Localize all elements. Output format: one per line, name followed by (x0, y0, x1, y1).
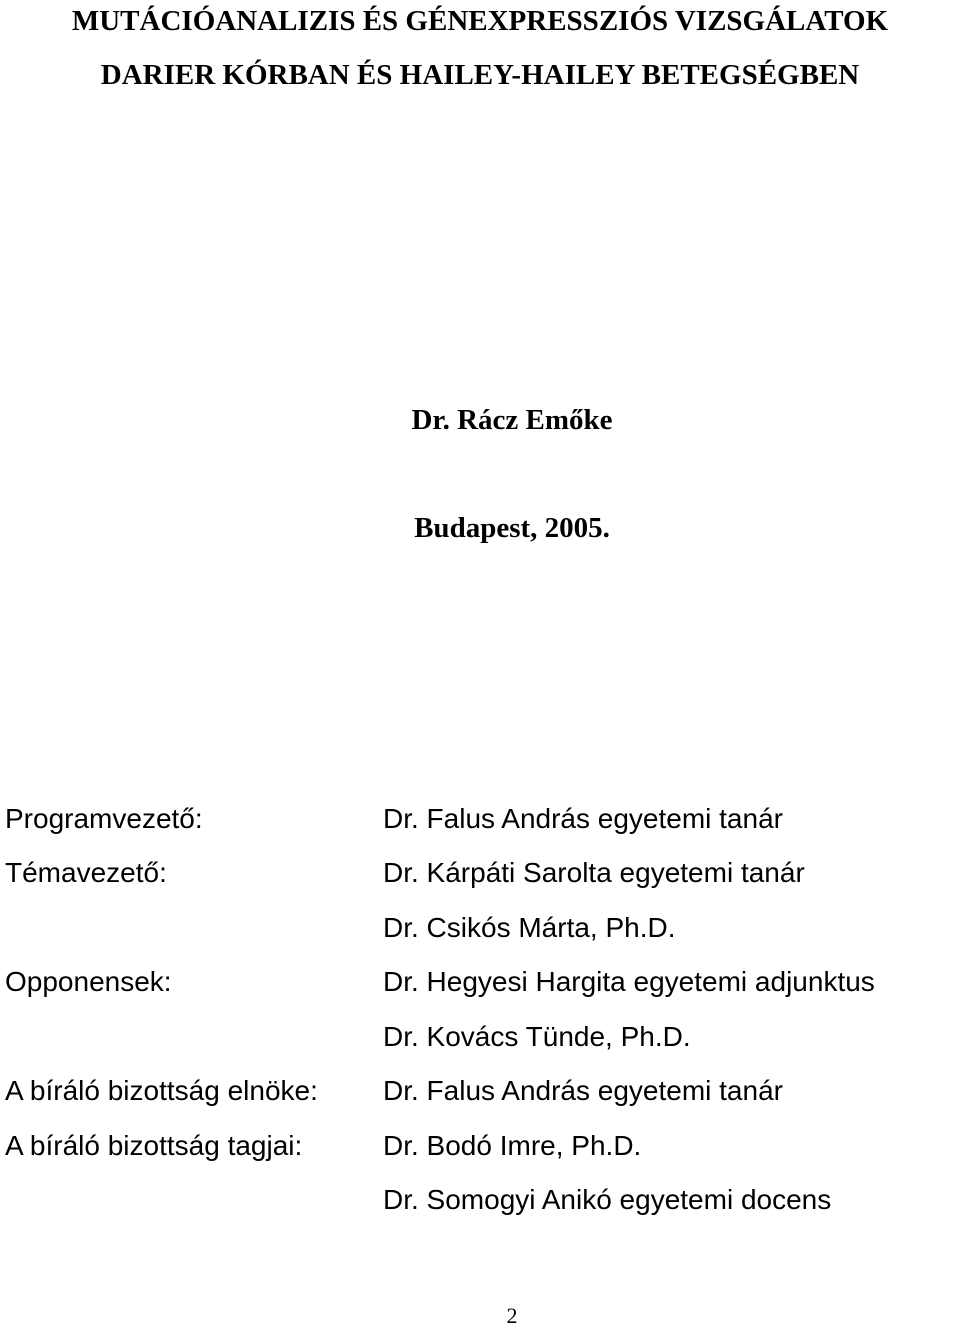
value-board-member-2: Dr. Somogyi Anikó egyetemi docens (383, 1184, 832, 1215)
value-opponent-1: Dr. Hegyesi Hargita egyetemi adjunktus (383, 966, 875, 997)
label-program-director: Programvezető: (5, 803, 203, 834)
page-number: 2 (506, 1303, 518, 1328)
value-program-director: Dr. Falus András egyetemi tanár (383, 803, 783, 834)
label-board-members: A bíráló bizottság tagjai: (5, 1130, 303, 1161)
place-and-date: Budapest, 2005. (414, 512, 610, 544)
author-name: Dr. Rácz Emőke (411, 404, 613, 436)
label-opponents: Opponensek: (5, 966, 172, 997)
document-title-line-2: DARIER KÓRBAN ÉS HAILEY-HAILEY BETEGSÉGBEN (100, 59, 860, 91)
value-board-chair: Dr. Falus András egyetemi tanár (383, 1075, 783, 1106)
value-supervisor-2: Dr. Csikós Márta, Ph.D. (383, 912, 676, 943)
document-title-line-1: MUTÁCIÓANALIZIS ÉS GÉNEXPRESSZIÓS VIZSGÁLATOK (71, 5, 889, 37)
label-board-chair: A bíráló bizottság elnöke: (5, 1075, 318, 1106)
value-opponent-2: Dr. Kovács Tünde, Ph.D. (383, 1021, 691, 1052)
label-supervisor: Témavezető: (5, 857, 167, 888)
value-board-member-1: Dr. Bodó Imre, Ph.D. (383, 1130, 642, 1161)
value-supervisor-1: Dr. Kárpáti Sarolta egyetemi tanár (383, 857, 805, 888)
